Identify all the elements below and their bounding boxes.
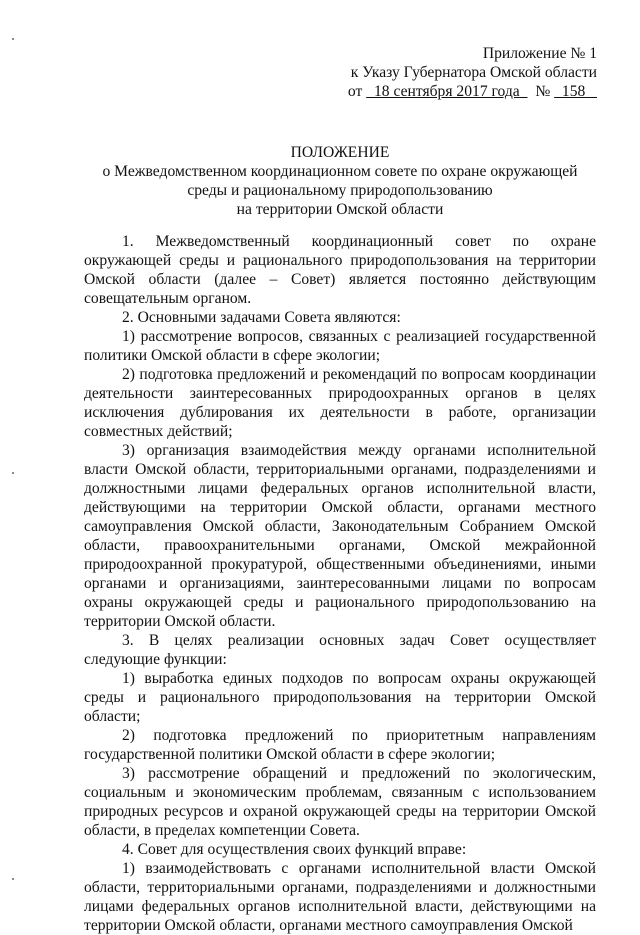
decree-number (554, 83, 597, 100)
decree-date (366, 83, 527, 100)
title-line: о Межведомственном координационном совете по охране окружающей (102, 163, 578, 180)
number-label: № (535, 83, 551, 100)
scan-mark (12, 878, 14, 880)
appendix-header (348, 44, 597, 101)
title-line: на территории Омской области (236, 201, 444, 218)
paragraph: 2) подготовка предложений по приоритетным направлениям государственной политики Омской области в сфере экологии; (84, 727, 596, 763)
paragraph: 1) рассмотрение вопросов, связанных с реализацией государственной политики Омской области в сфере экологии; (84, 328, 596, 364)
paragraph: 3. В целях реализации основных задач Совет осуществляет следующие функции: (84, 632, 596, 668)
decree-reference: к Указу Губернатора Омской области (350, 64, 597, 81)
decree-number-value: 158 (561, 83, 586, 100)
scan-mark (12, 38, 14, 40)
title-line: среды и рациональному природопользованию (187, 182, 493, 199)
document-body (84, 232, 596, 935)
paragraph: 1) взаимодействовать с органами исполнительной власти Омской области, территориальными органами, подразделениями и должностными лицами федеральных органов исполнительной власти, действующими на территории Омской области, органами местного самоуправления Омской (84, 860, 596, 934)
paragraph: 1) выработка единых подходов по вопросам охраны окружающей среды и рационального природопользования на территории Омской области; (84, 670, 596, 725)
date-prefix: от (347, 83, 363, 100)
paragraph: 1. Межведомственный координационный совет по охране окружающей среды и рационального природопользования на территории Омской области (далее – Совет) является постоянно действующим совещательным органом. (84, 233, 596, 307)
decree-date-line (348, 82, 597, 101)
scan-mark (12, 472, 14, 474)
paragraph: 3) рассмотрение обращений и предложений по экологическим, социальным и экономическим проблемам, связанным с использованием природных ресурсов и охраной окружающей среды на территории Омской области, в пределах компетенции Совета. (84, 765, 596, 839)
paragraph: 2. Основными задачами Совета являются: (122, 309, 401, 326)
document-title (80, 143, 600, 219)
paragraph: 2) подготовка предложений и рекомендаций по вопросам координации деятельности заинтересованных природоохранных органов в целях исключения дублирования их деятельности в работе, организации совместных действий; (84, 366, 596, 440)
decree-date-value: 18 сентября 2017 года (373, 83, 520, 100)
appendix-number: Приложение № 1 (482, 45, 597, 62)
paragraph: 4. Совет для осуществления своих функций вправе: (122, 841, 467, 858)
paragraph: 3) организация взаимодействия между органами исполнительной власти Омской области, территориальными органами, подразделениями и должностными лицами федеральных органов исполнительной власти, действующими на территории Омской области, органами местного самоуправления Омской области, Законодательным Собранием Омской области, правоохранительными органами, Омской межрайонной природоохранной прокуратурой, общественными объединениями, иными органами и организациями, заинтересованными лицами по вопросам охраны окружающей среды и рационального природопользованию на территории Омской области. (84, 442, 596, 630)
title-heading: ПОЛОЖЕНИЕ (290, 144, 390, 161)
